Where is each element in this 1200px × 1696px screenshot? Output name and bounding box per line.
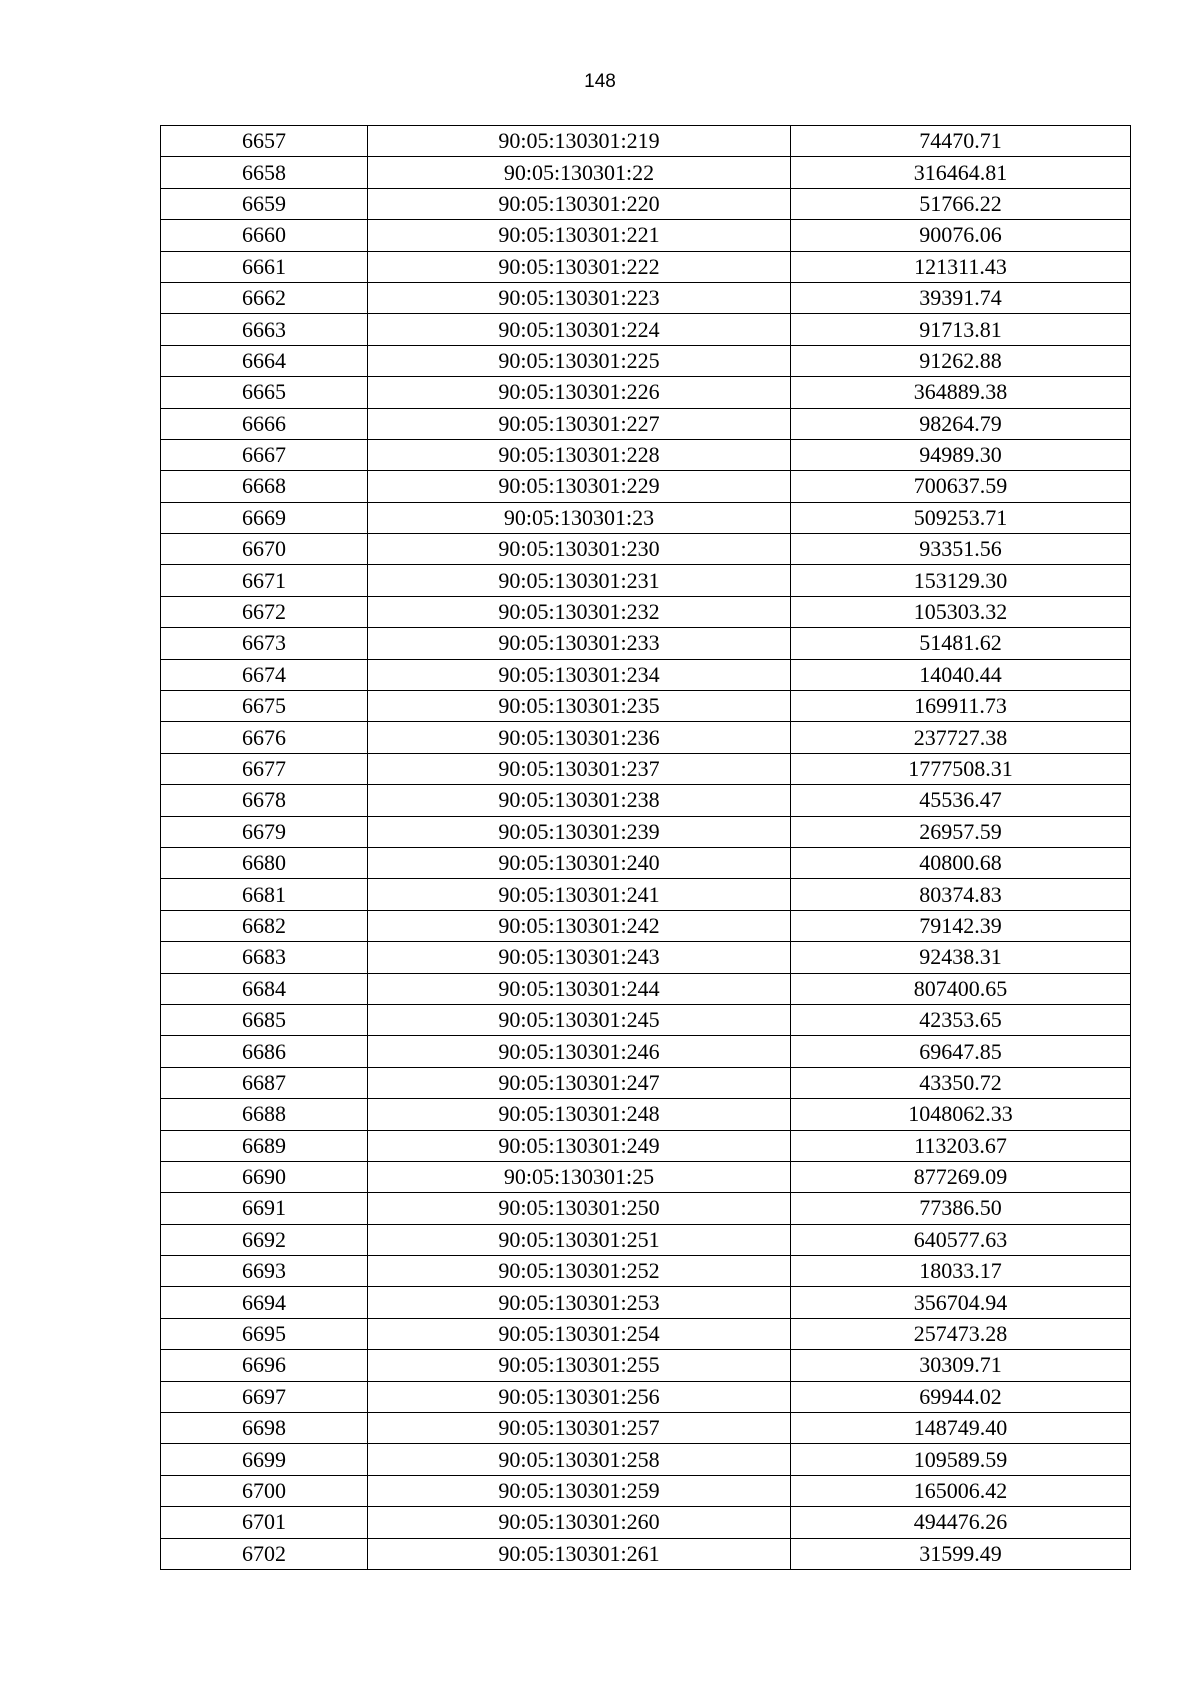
value-cell: 169911.73 bbox=[791, 691, 1131, 722]
table-row bbox=[161, 377, 1131, 408]
cadastral-number-cell: 90:05:130301:259 bbox=[368, 1475, 791, 1506]
row-number-cell: 6667 bbox=[161, 439, 368, 470]
table-row bbox=[161, 753, 1131, 784]
table-row bbox=[161, 785, 1131, 816]
cadastral-number-cell: 90:05:130301:222 bbox=[368, 251, 791, 282]
row-number-cell: 6672 bbox=[161, 596, 368, 627]
row-number-cell: 6682 bbox=[161, 910, 368, 941]
cadastral-table bbox=[160, 125, 1131, 1570]
cadastral-number-cell: 90:05:130301:261 bbox=[368, 1538, 791, 1569]
value-cell: 113203.67 bbox=[791, 1130, 1131, 1161]
cadastral-number-cell: 90:05:130301:239 bbox=[368, 816, 791, 847]
table-row bbox=[161, 1067, 1131, 1098]
table-row bbox=[161, 879, 1131, 910]
table-row bbox=[161, 596, 1131, 627]
cadastral-number-cell: 90:05:130301:25 bbox=[368, 1161, 791, 1192]
row-number-cell: 6700 bbox=[161, 1475, 368, 1506]
row-number-cell: 6679 bbox=[161, 816, 368, 847]
table-row bbox=[161, 502, 1131, 533]
cadastral-number-cell: 90:05:130301:247 bbox=[368, 1067, 791, 1098]
row-number-cell: 6670 bbox=[161, 534, 368, 565]
value-cell: 700637.59 bbox=[791, 471, 1131, 502]
row-number-cell: 6674 bbox=[161, 659, 368, 690]
cadastral-number-cell: 90:05:130301:244 bbox=[368, 973, 791, 1004]
cadastral-number-cell: 90:05:130301:23 bbox=[368, 502, 791, 533]
row-number-cell: 6681 bbox=[161, 879, 368, 910]
row-number-cell: 6676 bbox=[161, 722, 368, 753]
value-cell: 74470.71 bbox=[791, 126, 1131, 157]
value-cell: 93351.56 bbox=[791, 534, 1131, 565]
cadastral-number-cell: 90:05:130301:229 bbox=[368, 471, 791, 502]
table-row bbox=[161, 1036, 1131, 1067]
cadastral-number-cell: 90:05:130301:223 bbox=[368, 282, 791, 313]
cadastral-number-cell: 90:05:130301:225 bbox=[368, 345, 791, 376]
value-cell: 148749.40 bbox=[791, 1413, 1131, 1444]
cadastral-number-cell: 90:05:130301:240 bbox=[368, 847, 791, 878]
table-row bbox=[161, 1099, 1131, 1130]
value-cell: 877269.09 bbox=[791, 1161, 1131, 1192]
table-row bbox=[161, 1161, 1131, 1192]
value-cell: 43350.72 bbox=[791, 1067, 1131, 1098]
row-number-cell: 6659 bbox=[161, 188, 368, 219]
row-number-cell: 6678 bbox=[161, 785, 368, 816]
row-number-cell: 6665 bbox=[161, 377, 368, 408]
cadastral-number-cell: 90:05:130301:224 bbox=[368, 314, 791, 345]
page-number: 148 bbox=[584, 71, 616, 92]
cadastral-number-cell: 90:05:130301:232 bbox=[368, 596, 791, 627]
row-number-cell: 6701 bbox=[161, 1507, 368, 1538]
row-number-cell: 6668 bbox=[161, 471, 368, 502]
value-cell: 316464.81 bbox=[791, 157, 1131, 188]
value-cell: 51481.62 bbox=[791, 628, 1131, 659]
table-row bbox=[161, 220, 1131, 251]
cadastral-number-cell: 90:05:130301:250 bbox=[368, 1193, 791, 1224]
value-cell: 45536.47 bbox=[791, 785, 1131, 816]
value-cell: 39391.74 bbox=[791, 282, 1131, 313]
value-cell: 30309.71 bbox=[791, 1350, 1131, 1381]
row-number-cell: 6669 bbox=[161, 502, 368, 533]
cadastral-number-cell: 90:05:130301:251 bbox=[368, 1224, 791, 1255]
row-number-cell: 6671 bbox=[161, 565, 368, 596]
cadastral-number-cell: 90:05:130301:256 bbox=[368, 1381, 791, 1412]
cadastral-number-cell: 90:05:130301:246 bbox=[368, 1036, 791, 1067]
value-cell: 91262.88 bbox=[791, 345, 1131, 376]
cadastral-number-cell: 90:05:130301:241 bbox=[368, 879, 791, 910]
value-cell: 364889.38 bbox=[791, 377, 1131, 408]
cadastral-number-cell: 90:05:130301:245 bbox=[368, 1004, 791, 1035]
cadastral-number-cell: 90:05:130301:235 bbox=[368, 691, 791, 722]
table-row bbox=[161, 565, 1131, 596]
row-number-cell: 6657 bbox=[161, 126, 368, 157]
value-cell: 26957.59 bbox=[791, 816, 1131, 847]
cadastral-number-cell: 90:05:130301:228 bbox=[368, 439, 791, 470]
value-cell: 69944.02 bbox=[791, 1381, 1131, 1412]
table-row bbox=[161, 314, 1131, 345]
value-cell: 98264.79 bbox=[791, 408, 1131, 439]
table-row bbox=[161, 691, 1131, 722]
row-number-cell: 6680 bbox=[161, 847, 368, 878]
table-row bbox=[161, 1507, 1131, 1538]
cadastral-number-cell: 90:05:130301:230 bbox=[368, 534, 791, 565]
table-row bbox=[161, 408, 1131, 439]
row-number-cell: 6689 bbox=[161, 1130, 368, 1161]
table-row bbox=[161, 1224, 1131, 1255]
value-cell: 356704.94 bbox=[791, 1287, 1131, 1318]
table-row bbox=[161, 126, 1131, 157]
cadastral-number-cell: 90:05:130301:253 bbox=[368, 1287, 791, 1318]
value-cell: 92438.31 bbox=[791, 942, 1131, 973]
value-cell: 31599.49 bbox=[791, 1538, 1131, 1569]
cadastral-number-cell: 90:05:130301:233 bbox=[368, 628, 791, 659]
row-number-cell: 6693 bbox=[161, 1256, 368, 1287]
row-number-cell: 6699 bbox=[161, 1444, 368, 1475]
table-row bbox=[161, 942, 1131, 973]
cadastral-number-cell: 90:05:130301:243 bbox=[368, 942, 791, 973]
value-cell: 51766.22 bbox=[791, 188, 1131, 219]
table-row bbox=[161, 534, 1131, 565]
cadastral-number-cell: 90:05:130301:226 bbox=[368, 377, 791, 408]
value-cell: 494476.26 bbox=[791, 1507, 1131, 1538]
cadastral-number-cell: 90:05:130301:254 bbox=[368, 1318, 791, 1349]
table-row bbox=[161, 722, 1131, 753]
value-cell: 1048062.33 bbox=[791, 1099, 1131, 1130]
cadastral-number-cell: 90:05:130301:227 bbox=[368, 408, 791, 439]
table-row bbox=[161, 1256, 1131, 1287]
table-row bbox=[161, 1004, 1131, 1035]
row-number-cell: 6661 bbox=[161, 251, 368, 282]
row-number-cell: 6692 bbox=[161, 1224, 368, 1255]
row-number-cell: 6666 bbox=[161, 408, 368, 439]
value-cell: 14040.44 bbox=[791, 659, 1131, 690]
row-number-cell: 6691 bbox=[161, 1193, 368, 1224]
row-number-cell: 6684 bbox=[161, 973, 368, 1004]
value-cell: 77386.50 bbox=[791, 1193, 1131, 1224]
row-number-cell: 6687 bbox=[161, 1067, 368, 1098]
table-row bbox=[161, 628, 1131, 659]
cadastral-number-cell: 90:05:130301:221 bbox=[368, 220, 791, 251]
value-cell: 109589.59 bbox=[791, 1444, 1131, 1475]
table-row bbox=[161, 1444, 1131, 1475]
cadastral-number-cell: 90:05:130301:231 bbox=[368, 565, 791, 596]
cadastral-number-cell: 90:05:130301:242 bbox=[368, 910, 791, 941]
value-cell: 509253.71 bbox=[791, 502, 1131, 533]
row-number-cell: 6660 bbox=[161, 220, 368, 251]
cadastral-number-cell: 90:05:130301:252 bbox=[368, 1256, 791, 1287]
cadastral-number-cell: 90:05:130301:260 bbox=[368, 1507, 791, 1538]
value-cell: 79142.39 bbox=[791, 910, 1131, 941]
table-row bbox=[161, 282, 1131, 313]
value-cell: 237727.38 bbox=[791, 722, 1131, 753]
cadastral-number-cell: 90:05:130301:249 bbox=[368, 1130, 791, 1161]
row-number-cell: 6677 bbox=[161, 753, 368, 784]
value-cell: 69647.85 bbox=[791, 1036, 1131, 1067]
row-number-cell: 6662 bbox=[161, 282, 368, 313]
cadastral-number-cell: 90:05:130301:257 bbox=[368, 1413, 791, 1444]
value-cell: 40800.68 bbox=[791, 847, 1131, 878]
cadastral-number-cell: 90:05:130301:238 bbox=[368, 785, 791, 816]
table-row bbox=[161, 439, 1131, 470]
table-row bbox=[161, 816, 1131, 847]
value-cell: 165006.42 bbox=[791, 1475, 1131, 1506]
row-number-cell: 6698 bbox=[161, 1413, 368, 1444]
cadastral-number-cell: 90:05:130301:258 bbox=[368, 1444, 791, 1475]
row-number-cell: 6683 bbox=[161, 942, 368, 973]
cadastral-number-cell: 90:05:130301:22 bbox=[368, 157, 791, 188]
row-number-cell: 6663 bbox=[161, 314, 368, 345]
value-cell: 807400.65 bbox=[791, 973, 1131, 1004]
row-number-cell: 6664 bbox=[161, 345, 368, 376]
table-row bbox=[161, 1381, 1131, 1412]
row-number-cell: 6685 bbox=[161, 1004, 368, 1035]
row-number-cell: 6658 bbox=[161, 157, 368, 188]
cadastral-number-cell: 90:05:130301:248 bbox=[368, 1099, 791, 1130]
row-number-cell: 6696 bbox=[161, 1350, 368, 1381]
table-row bbox=[161, 345, 1131, 376]
table-row bbox=[161, 1413, 1131, 1444]
value-cell: 18033.17 bbox=[791, 1256, 1131, 1287]
value-cell: 94989.30 bbox=[791, 439, 1131, 470]
row-number-cell: 6702 bbox=[161, 1538, 368, 1569]
value-cell: 257473.28 bbox=[791, 1318, 1131, 1349]
value-cell: 1777508.31 bbox=[791, 753, 1131, 784]
table-row bbox=[161, 188, 1131, 219]
table-row bbox=[161, 471, 1131, 502]
table-row bbox=[161, 973, 1131, 1004]
table-body bbox=[161, 126, 1131, 1570]
value-cell: 153129.30 bbox=[791, 565, 1131, 596]
table-row bbox=[161, 1130, 1131, 1161]
cadastral-number-cell: 90:05:130301:255 bbox=[368, 1350, 791, 1381]
cadastral-number-cell: 90:05:130301:236 bbox=[368, 722, 791, 753]
value-cell: 121311.43 bbox=[791, 251, 1131, 282]
row-number-cell: 6675 bbox=[161, 691, 368, 722]
row-number-cell: 6690 bbox=[161, 1161, 368, 1192]
row-number-cell: 6694 bbox=[161, 1287, 368, 1318]
cadastral-number-cell: 90:05:130301:219 bbox=[368, 126, 791, 157]
table-row bbox=[161, 251, 1131, 282]
table-row bbox=[161, 1318, 1131, 1349]
table-row bbox=[161, 910, 1131, 941]
value-cell: 42353.65 bbox=[791, 1004, 1131, 1035]
table-row bbox=[161, 1350, 1131, 1381]
cadastral-number-cell: 90:05:130301:220 bbox=[368, 188, 791, 219]
row-number-cell: 6695 bbox=[161, 1318, 368, 1349]
table-row bbox=[161, 1538, 1131, 1569]
row-number-cell: 6673 bbox=[161, 628, 368, 659]
table-row bbox=[161, 1287, 1131, 1318]
table-row bbox=[161, 659, 1131, 690]
value-cell: 90076.06 bbox=[791, 220, 1131, 251]
value-cell: 80374.83 bbox=[791, 879, 1131, 910]
table-row bbox=[161, 1193, 1131, 1224]
table-row bbox=[161, 847, 1131, 878]
row-number-cell: 6686 bbox=[161, 1036, 368, 1067]
value-cell: 105303.32 bbox=[791, 596, 1131, 627]
row-number-cell: 6688 bbox=[161, 1099, 368, 1130]
table-row bbox=[161, 1475, 1131, 1506]
cadastral-number-cell: 90:05:130301:234 bbox=[368, 659, 791, 690]
row-number-cell: 6697 bbox=[161, 1381, 368, 1412]
value-cell: 91713.81 bbox=[791, 314, 1131, 345]
cadastral-number-cell: 90:05:130301:237 bbox=[368, 753, 791, 784]
value-cell: 640577.63 bbox=[791, 1224, 1131, 1255]
table-row bbox=[161, 157, 1131, 188]
